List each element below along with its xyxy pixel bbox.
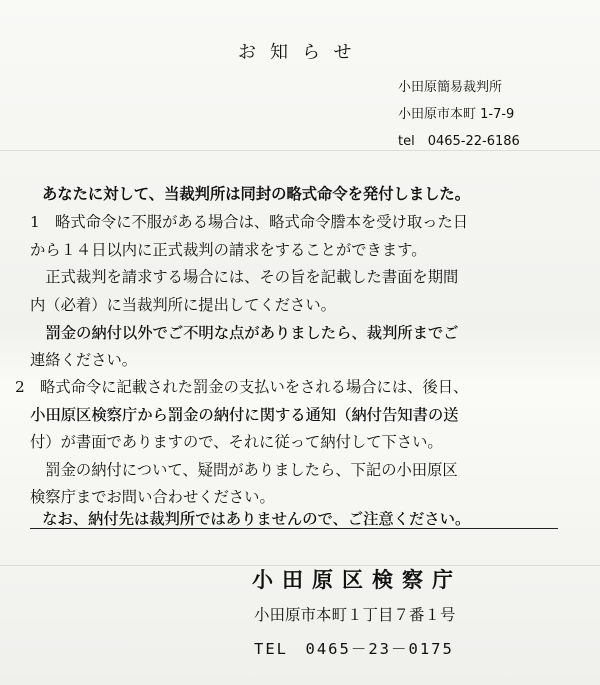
body-line: 1 略式命令に不服がある場合は、略式命令謄本を受け取った日 xyxy=(30,213,469,231)
court-address: 小田原市本町 1-7-9 xyxy=(398,107,515,122)
notice-title: お知らせ xyxy=(238,42,366,63)
fold-crease xyxy=(0,150,600,151)
court-phone: tel 0465-22-6186 xyxy=(398,134,520,149)
prosecutor-office-name: 小田原区検察庁 xyxy=(252,568,462,592)
body-line: 罰金の納付について、疑問がありましたら、下記の小田原区 xyxy=(30,461,458,479)
body-line: 連絡ください。 xyxy=(30,351,138,369)
body-line: から１４日以内に正式裁判の請求をすることができます。 xyxy=(30,241,427,259)
body-line: 検察庁までお問い合わせください。 xyxy=(30,488,275,506)
note-underline xyxy=(30,528,558,529)
prosecutor-office-address: 小田原市本町１丁目７番１号 xyxy=(254,606,456,624)
body-line: 罰金の納付以外でご不明な点がありましたら、裁判所までご xyxy=(30,324,459,342)
body-line: 付）が書面でありますので、それに従って納付して下さい。 xyxy=(30,433,443,451)
court-name: 小田原簡易裁判所 xyxy=(398,80,503,95)
body-line: 内（必着）に当裁判所に提出してください。 xyxy=(30,296,336,314)
fold-crease xyxy=(0,565,600,566)
intro-sentence: あなたに対して、当裁判所は同封の略式命令を発付しました。 xyxy=(42,185,471,203)
body-line: 正式裁判を請求する場合には、その旨を記載した書面を期間 xyxy=(30,268,459,286)
prosecutor-office-phone: TEL 0465－23－0175 xyxy=(254,640,454,658)
body-line: 小田原区検察庁から罰金の納付に関する通知（納付告知書の送 xyxy=(30,406,459,424)
body-line: 2 略式命令に記載された罰金の支払いをされる場合には、後日、 xyxy=(15,378,469,396)
payment-note: なお、納付先は裁判所ではありませんので、ご注意ください。 xyxy=(42,510,471,528)
